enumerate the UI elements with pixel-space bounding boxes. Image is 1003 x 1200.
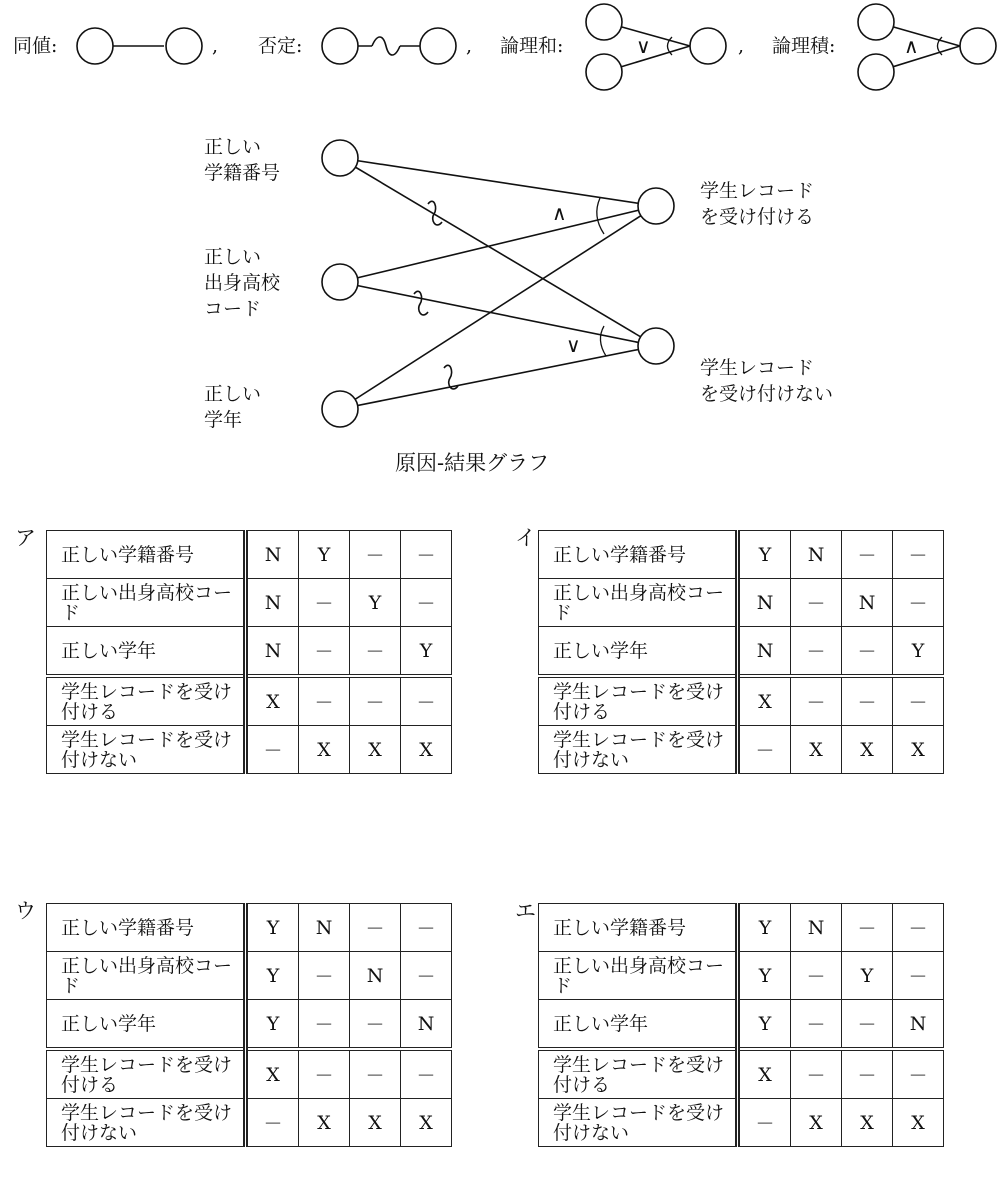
value-cell: X	[350, 1099, 401, 1147]
value-cell: X	[738, 676, 791, 726]
table-row	[47, 579, 452, 627]
value-cell: －	[350, 531, 401, 579]
identity-symbol	[77, 28, 202, 64]
condition-cell: 学生レコードを受け付ける	[539, 676, 738, 726]
edge-c3-e2	[340, 346, 656, 409]
value-cell: －	[791, 627, 842, 677]
value-cell: －	[299, 579, 350, 627]
and-gate-arc	[597, 198, 604, 234]
negation-symbol	[322, 28, 456, 64]
edge-c1-e1	[340, 158, 656, 206]
value-cell: X	[350, 726, 401, 774]
or-gate-sign: ∨	[566, 333, 581, 357]
value-cell: －	[842, 676, 893, 726]
value-cell: －	[791, 1000, 842, 1050]
condition-cell: 学生レコードを受け付けない	[47, 726, 246, 774]
cause-node-3	[322, 391, 358, 427]
negation-wave-c2	[414, 291, 428, 315]
value-cell: －	[401, 579, 452, 627]
table-row	[47, 531, 452, 579]
table-row	[47, 627, 452, 677]
condition-cell: 正しい出身高校コード	[539, 579, 738, 627]
condition-cell: 学生レコードを受け付ける	[47, 676, 246, 726]
option-label: イ	[515, 526, 536, 550]
value-cell: N	[246, 579, 299, 627]
value-cell: －	[842, 1000, 893, 1050]
value-cell: －	[738, 726, 791, 774]
value-cell: Y	[350, 579, 401, 627]
truth-table-e	[538, 903, 944, 1147]
value-cell: N	[791, 531, 842, 579]
value-cell: N	[401, 1000, 452, 1050]
value-cell: －	[893, 676, 944, 726]
graph-edges	[0, 100, 1003, 440]
edge-c3-e1	[340, 206, 656, 409]
legend-symbols	[0, 0, 1003, 100]
cause-label-3: 正しい 学年	[204, 383, 262, 431]
value-cell: X	[246, 676, 299, 726]
value-cell: Y	[738, 952, 791, 1000]
table-row	[47, 1049, 452, 1099]
value-cell: －	[401, 676, 452, 726]
truth-table-i	[538, 530, 944, 774]
truth-table-u	[46, 903, 452, 1147]
value-cell: Y	[246, 1000, 299, 1050]
value-cell: －	[893, 952, 944, 1000]
value-cell: －	[350, 627, 401, 677]
value-cell: －	[893, 579, 944, 627]
value-cell: Y	[246, 952, 299, 1000]
value-cell: －	[791, 579, 842, 627]
value-cell: N	[738, 627, 791, 677]
table-row	[539, 904, 944, 952]
table-row	[539, 531, 944, 579]
condition-cell: 正しい学籍番号	[47, 531, 246, 579]
value-cell: －	[350, 1000, 401, 1050]
effect-label-1: 学生レコード を受け付ける	[700, 180, 815, 228]
table-row	[47, 1000, 452, 1050]
value-cell: X	[738, 1049, 791, 1099]
value-cell: －	[350, 904, 401, 952]
condition-cell: 正しい学籍番号	[539, 904, 738, 952]
condition-cell: 学生レコードを受け付ける	[539, 1049, 738, 1099]
value-cell: －	[842, 1049, 893, 1099]
value-cell: －	[299, 952, 350, 1000]
value-cell: N	[791, 904, 842, 952]
condition-cell: 学生レコードを受け付ける	[47, 1049, 246, 1099]
value-cell: －	[401, 952, 452, 1000]
value-cell: －	[738, 1099, 791, 1147]
value-cell: X	[893, 726, 944, 774]
edge-c2-e1	[340, 206, 656, 282]
value-cell: Y	[738, 904, 791, 952]
graph-caption: 原因-結果グラフ	[395, 451, 550, 475]
value-cell: N	[893, 1000, 944, 1050]
legend-negation-label: 否定:	[258, 35, 303, 57]
or-gate-arc	[600, 326, 606, 356]
condition-cell: 正しい学年	[539, 1000, 738, 1050]
or-sign: ∨	[636, 34, 651, 58]
value-cell: －	[893, 531, 944, 579]
effect-node-1	[638, 188, 674, 224]
value-cell: N	[842, 579, 893, 627]
and-symbol	[858, 4, 996, 90]
value-cell: －	[842, 531, 893, 579]
edge-c2-e2	[340, 282, 656, 346]
and-gate-sign: ∧	[552, 201, 567, 225]
table-row	[539, 1099, 944, 1147]
value-cell: －	[842, 627, 893, 677]
condition-cell: 正しい出身高校コード	[47, 952, 246, 1000]
option-label: ウ	[15, 899, 36, 923]
value-cell: X	[401, 726, 452, 774]
table-row	[47, 1099, 452, 1147]
value-cell: N	[299, 904, 350, 952]
cause-label-2: 正しい 出身高校 コード	[204, 246, 281, 320]
value-cell: －	[401, 904, 452, 952]
value-cell: Y	[299, 531, 350, 579]
or-symbol	[586, 4, 726, 90]
effect-label-2: 学生レコード を受け付けない	[700, 357, 834, 405]
value-cell: X	[246, 1049, 299, 1099]
value-cell: －	[893, 904, 944, 952]
value-cell: －	[791, 1049, 842, 1099]
value-cell: N	[350, 952, 401, 1000]
table-row	[539, 627, 944, 677]
value-cell: －	[893, 1049, 944, 1099]
condition-cell: 正しい学籍番号	[47, 904, 246, 952]
legend-and-label: 論理積:	[772, 35, 836, 57]
value-cell: －	[350, 676, 401, 726]
value-cell: Y	[893, 627, 944, 677]
table-row	[539, 579, 944, 627]
legend-identity-label: 同値:	[13, 35, 58, 57]
edge-c1-e2	[340, 158, 656, 346]
value-cell: N	[246, 531, 299, 579]
table-row	[539, 676, 944, 726]
value-cell: －	[299, 1000, 350, 1050]
option-label: エ	[515, 899, 536, 923]
value-cell: －	[299, 676, 350, 726]
negation-wave-c1	[428, 201, 442, 225]
value-cell: X	[842, 726, 893, 774]
value-cell: X	[893, 1099, 944, 1147]
table-row	[539, 1049, 944, 1099]
value-cell: －	[791, 676, 842, 726]
condition-cell: 正しい出身高校コード	[47, 579, 246, 627]
value-cell: －	[299, 1049, 350, 1099]
cause-node-2	[322, 264, 358, 300]
value-cell: X	[401, 1099, 452, 1147]
value-cell: －	[246, 726, 299, 774]
cause-node-1	[322, 140, 358, 176]
condition-cell: 正しい学年	[47, 1000, 246, 1050]
table-row	[539, 1000, 944, 1050]
value-cell: X	[791, 1099, 842, 1147]
value-cell: －	[401, 1049, 452, 1099]
cause-label-1: 正しい 学籍番号	[204, 136, 281, 184]
value-cell: X	[791, 726, 842, 774]
value-cell: Y	[842, 952, 893, 1000]
table-row	[47, 904, 452, 952]
value-cell: －	[401, 531, 452, 579]
table-row	[539, 952, 944, 1000]
value-cell: －	[842, 904, 893, 952]
value-cell: X	[842, 1099, 893, 1147]
value-cell: X	[299, 726, 350, 774]
condition-cell: 学生レコードを受け付けない	[539, 726, 738, 774]
value-cell: N	[738, 579, 791, 627]
value-cell: Y	[738, 1000, 791, 1050]
table-row	[47, 726, 452, 774]
value-cell: －	[299, 627, 350, 677]
condition-cell: 正しい学年	[539, 627, 738, 677]
condition-cell: 正しい学籍番号	[539, 531, 738, 579]
table-row	[47, 952, 452, 1000]
legend-comma: ,	[212, 35, 219, 57]
table-row	[539, 726, 944, 774]
condition-cell: 正しい出身高校コード	[539, 952, 738, 1000]
value-cell: N	[246, 627, 299, 677]
option-label: ア	[15, 526, 36, 550]
table-row	[47, 676, 452, 726]
value-cell: Y	[401, 627, 452, 677]
legend-comma: ,	[466, 35, 473, 57]
value-cell: －	[246, 1099, 299, 1147]
condition-cell: 学生レコードを受け付けない	[539, 1099, 738, 1147]
condition-cell: 正しい学年	[47, 627, 246, 677]
and-sign: ∧	[904, 34, 919, 58]
truth-table-a	[46, 530, 452, 774]
value-cell: Y	[738, 531, 791, 579]
value-cell: －	[791, 952, 842, 1000]
effect-node-2	[638, 328, 674, 364]
condition-cell: 学生レコードを受け付けない	[47, 1099, 246, 1147]
value-cell: X	[299, 1099, 350, 1147]
value-cell: Y	[246, 904, 299, 952]
legend-comma: ,	[738, 35, 745, 57]
value-cell: －	[350, 1049, 401, 1099]
legend-or-label: 論理和:	[500, 35, 564, 57]
